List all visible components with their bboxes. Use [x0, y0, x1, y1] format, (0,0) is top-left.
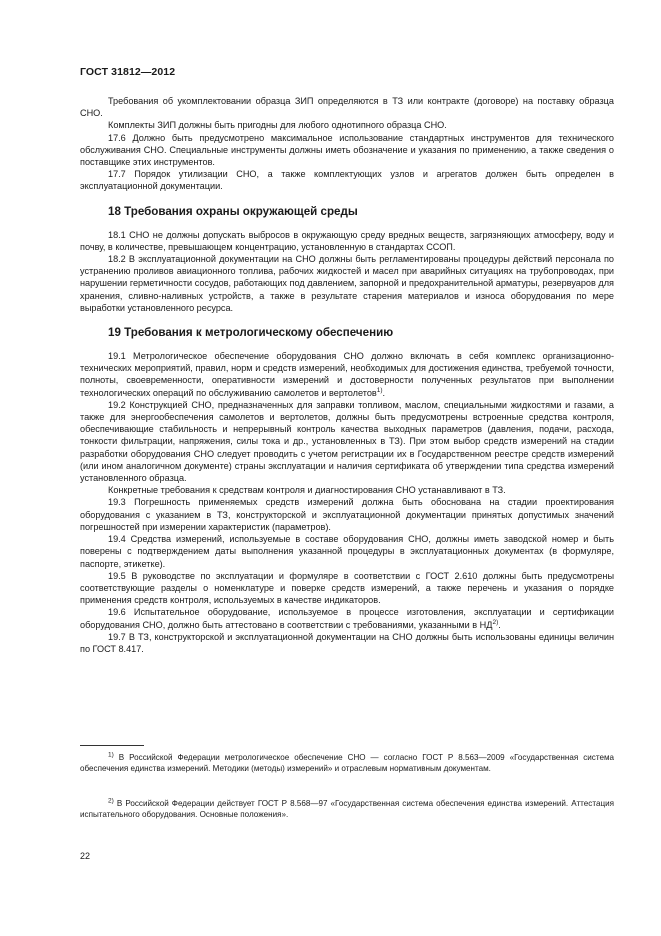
footnote — [80, 798, 614, 821]
paragraph: Конкретные требования к средствам контроля и диагностирования СНО устанавливают в ТЗ. — [108, 485, 506, 496]
paragraph: 19.3 Погрешность применяемых средств измерений должна быть обоснована на стадии проектирования оборудования с указанием в ТЗ, конструкторской и эксплуатационной документации принятых допустимых значений погрешностей при измерении характеристик (параметров). — [80, 497, 614, 532]
footnote-mark: 2) — [108, 797, 114, 805]
footnote — [80, 752, 614, 775]
paragraph — [80, 606, 614, 630]
paragraph: 19.4 Средства измерений, используемые в составе оборудования СНО, должны иметь заводской номер и быть поверены с подтверждением даты выполнения указанной процедуры в эксплуатационных документах (в формуляре, паспорте, этикетке). — [80, 534, 614, 569]
paragraph: 19.5 В руководстве по эксплуатации и формуляре в соответствии с ГОСТ 2.610 должны быть предусмотрены соответствующие разделы о номенклатуре и поверке средств измерений, а также перечень и указания о порядке применения средств контроля, используемых в качестве индикаторов. — [80, 570, 614, 606]
paragraph: Требования об укомплектовании образца ЗИП определяются в ТЗ или контракте (договоре) на поставку образца СНО. — [80, 96, 614, 119]
footnote-mark: 1) — [108, 751, 114, 759]
footnote-ref: 1) — [376, 386, 383, 394]
paragraph: 17.6 Должно быть предусмотрено максимальное использование стандартных инструментов для технического обслуживания СНО. Специальные инструменты должны иметь обозначение и указания по применению, а также сведения о поставщике этих инструментов. — [80, 132, 614, 168]
footnote-divider — [80, 745, 144, 746]
paragraph-end: . — [382, 387, 386, 398]
section-heading-18: 18 Требования охраны окружающей среды — [108, 204, 358, 218]
footnote-text: В Российской Федерации действует ГОСТ Р 8.568—97 «Государственная система обеспечения единства измерений. Аттестация испытательного оборудования. Основные положения». — [80, 799, 614, 820]
paragraph: 17.7 Порядок утилизации СНО, а также комплектующих узлов и агрегатов должен быть определен в эксплуатационной документации. — [80, 169, 614, 192]
section-heading-19: 19 Требования к метрологическому обеспечению — [108, 326, 394, 340]
page-number: 22 — [80, 851, 91, 861]
paragraph: 19.7 В ТЗ, конструкторской и эксплуатационной документации на СНО должны быть использованы единицы величин по ГОСТ 8.417. — [80, 631, 614, 654]
paragraph: 18.2 В эксплуатационной документации на СНО должны быть регламентированы процедуры действий персонала по устранению проливов авиационного топлива, рабочих жидкостей и масел при аварийных ситуациях на трубопроводах, при нарушении герметичности сосудов, работающих под давлением, запорной и предохранительной арматуры, резервуаров для хранения, сливно-наливных устройств, а также в результате старения материалов и износа оборудования по мере выработки установленного ресурса. — [80, 254, 614, 313]
body-text — [80, 95, 614, 655]
paragraph-text: 19.6 Испытательное оборудование, используемое в процессе изготовления, эксплуатации и сертификации оборудования СНО, должно быть аттестовано в соответствии с требованиями, указанными в НД — [80, 607, 614, 630]
paragraph — [80, 350, 614, 399]
paragraph: 18.1 СНО не должны допускать выбросов в окружающую среду вредных веществ, загрязняющих атмосферу, воду и почву, в количестве, превышающем концентрацию, установленную в стандартах ССОП. — [80, 229, 614, 252]
footnote-text: В Российской Федерации метрологическое обеспечение СНО — согласно ГОСТ Р 8.563—2009 «Государственная система обеспечения единства измерений. Методики (методы) измерений» и отраслевым нормативным документам. — [80, 753, 615, 774]
footnote-ref: 2) — [492, 618, 499, 626]
running-header: ГОСТ 31812—2012 — [80, 66, 176, 78]
paragraph: Комплекты ЗИП должны быть пригодны для любого однотипного образца СНО. — [108, 120, 447, 131]
paragraph-end: . — [498, 619, 501, 630]
paragraph-text: 19.1 Метрологическое обеспечение оборудования СНО должно включать в себя комплекс организационно-технических мероприятий, правил, норм и средств измерений, необходимых для достижения единства, требуемой точности, полноты, своевременности, оперативности измерений и достоверности полученных результатов при выполнении технологических операций по обслуживанию самолетов и вертолетов — [80, 351, 614, 398]
paragraph: 19.2 Конструкцией СНО, предназначенных для заправки топливом, маслом, специальными жидкостями и газами, а также для энергообеспечения самолетов и вертолетов, должны быть предусмотрены встроенные средства контроля, обеспечивающие стабильность и непрерывный контроль качества выходных параметров (давления, подачи, расхода, тонкости фильтрации, напряжения, силы тока и др., установленных в ТЗ). При этом выбор средств измерений на стадии разработки оборудования СНО следует проводить с учетом регистрации их в Государственном реестре средств измерений (или ином аналогичном документе) страны эксплуатации и наличия сертификата об утверждении типа средства измерений установленного образца. — [80, 399, 614, 484]
